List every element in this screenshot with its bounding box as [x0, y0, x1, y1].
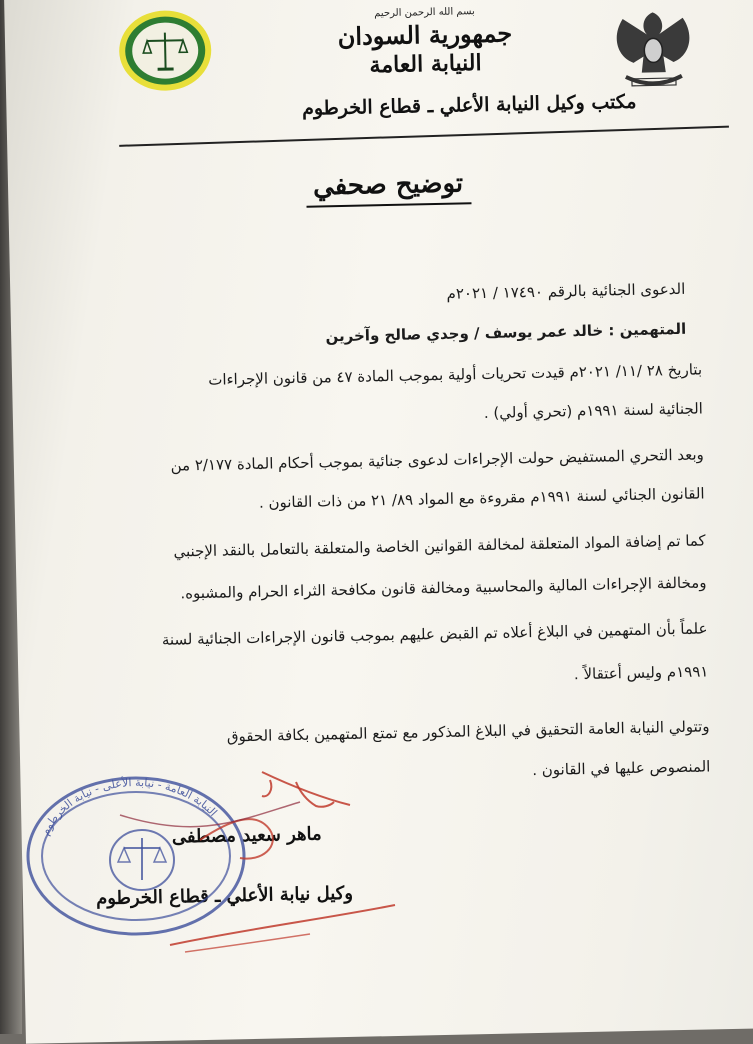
- paragraph-2-line-1: وبعد التحري المستفيض حولت الإجراءات لدعوى جنائية بموجب أحكام المادة ٢/١٧٧ من: [170, 445, 704, 475]
- title-underline: [307, 202, 472, 207]
- letterhead: [234, 3, 615, 82]
- signatory-name: ماهر سعيد مصطفى: [171, 823, 322, 848]
- country-name: جمهورية السودان: [337, 18, 513, 52]
- prosecution-seal-icon: [116, 8, 214, 98]
- sudan-emblem-icon: [602, 5, 704, 97]
- paragraph-1-line-2: الجنائية لسنة ١٩٩١م (تحري أولي) .: [483, 399, 704, 423]
- basmala-text: بسم الله الرحمن الرحيم: [374, 6, 475, 20]
- paragraph-5-line-2: المنصوص عليها في القانون .: [532, 757, 711, 780]
- document-title: توضيح صحفي: [312, 168, 464, 202]
- paragraph-5-line-1: وتتولي النيابة العامة التحقيق في البلاغ المذكور مع تمتع المتهمين بكافة الحقوق: [226, 717, 710, 746]
- header-divider: [119, 126, 729, 147]
- accused-line: المتهمين : خالد عمر يوسف / وجدي صالح وآخرين: [325, 319, 687, 346]
- signatory-title: وكيل نيابة الأعلي ـ قطاع الخرطوم: [95, 882, 354, 910]
- stamp-text: النيابة العامة - نيابة الأعلى - نيابة الخرطوم: [38, 775, 220, 838]
- paragraph-2-line-2: القانون الجنائي لسنة ١٩٩١م مقروءة مع المواد ٨٩/ ٢١ من ذات القانون .: [258, 484, 705, 512]
- paragraph-3-line-1: كما تم إضافة المواد المتعلقة لمخالفة القوانين الخاصة والمتعلقة بالتعامل بالنقد الإجنبي: [173, 531, 706, 561]
- paragraph-4-line-2: ١٩٩١م وليس أعتقالاً .: [573, 662, 709, 684]
- paragraph-1-line-1: بتاريخ ٢٨ /١١/ ٢٠٢١م قيدت تحريات أولية بموجب المادة ٤٧ من قانون الإجراءات: [208, 360, 703, 389]
- paragraph-3-line-2: ومخالفة الإجراءات المالية والمحاسبية ومخالفة قانون مكافحة الثراء الحرام والمشبوه.: [180, 573, 707, 603]
- office-name: مكتب وكيل النيابة الأعلي ـ قطاع الخرطوم: [301, 90, 637, 120]
- official-stamp: [14, 768, 254, 942]
- case-number-line: الدعوى الجنائية بالرقم ١٧٤٩٠ / ٢٠٢١م: [446, 279, 686, 303]
- institution-name: النيابة العامة: [369, 50, 482, 79]
- paragraph-4-line-1: علماً بأن المتهمين في البلاغ أعلاه تم القبض عليهم بموجب قانون الإجراءات الجنائية لسنة: [161, 619, 708, 649]
